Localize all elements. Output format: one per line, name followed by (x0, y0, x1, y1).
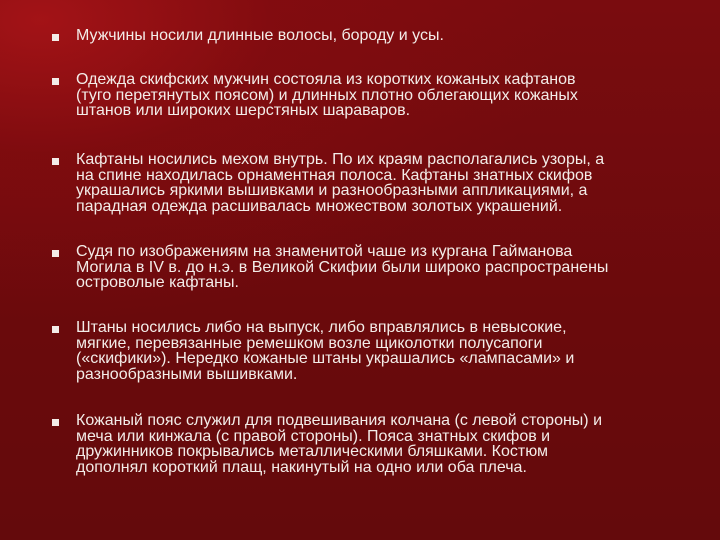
bullet-item (52, 72, 716, 119)
square-bullet-icon (52, 419, 59, 426)
bullet-text: Штаны носились либо на выпуск, либо вправлялись в невысокие, мягкие, перевязанные ремешком возле щиколотки полусапоги («скифики»). Нередко кожаные штаны украшались «лампасами» и разнообразными вышивками. (76, 319, 575, 383)
bullet-item (52, 244, 716, 291)
square-bullet-icon (52, 250, 59, 257)
bullet-text: Кожаный пояс служил для подвешивания колчана (с левой стороны) и меча или кинжала (с правой стороны). Пояса знатных скифов и дружинников покрывались металлическими бляшками. Костюм дополнял короткий плащ, накинутый на одно или оба плеча. (76, 412, 603, 476)
bullet-item (52, 320, 716, 382)
bullet-item (52, 28, 716, 44)
bullet-text: Мужчины носили длинные волосы, бороду и усы. (76, 27, 444, 44)
bullet-text: Одежда скифских мужчин состояла из коротких кожаных кафтанов (туго перетянутых поясом) и длинных плотно облегающих кожаных штанов или широких шерстяных шараваров. (76, 71, 578, 119)
bullet-text: Судя по изображениям на знаменитой чаше из кургана Гайманова Могила в IV в. до н.э. в Великой Скифии были широко распространены островолые кафтаны. (76, 243, 609, 291)
bullet-item (52, 152, 716, 214)
square-bullet-icon (52, 78, 59, 85)
bullet-text: Кафтаны носились мехом внутрь. По их краям располагались узоры, а на спине находилась орнаментная полоса. Кафтаны знатных скифов украшались яркими вышивками и разнообразными аппликациями, а парадная одежда расшивалась множеством золотых украшений. (76, 151, 605, 215)
square-bullet-icon (52, 326, 59, 333)
square-bullet-icon (52, 158, 59, 165)
bullet-item (52, 413, 716, 475)
square-bullet-icon (52, 34, 59, 41)
